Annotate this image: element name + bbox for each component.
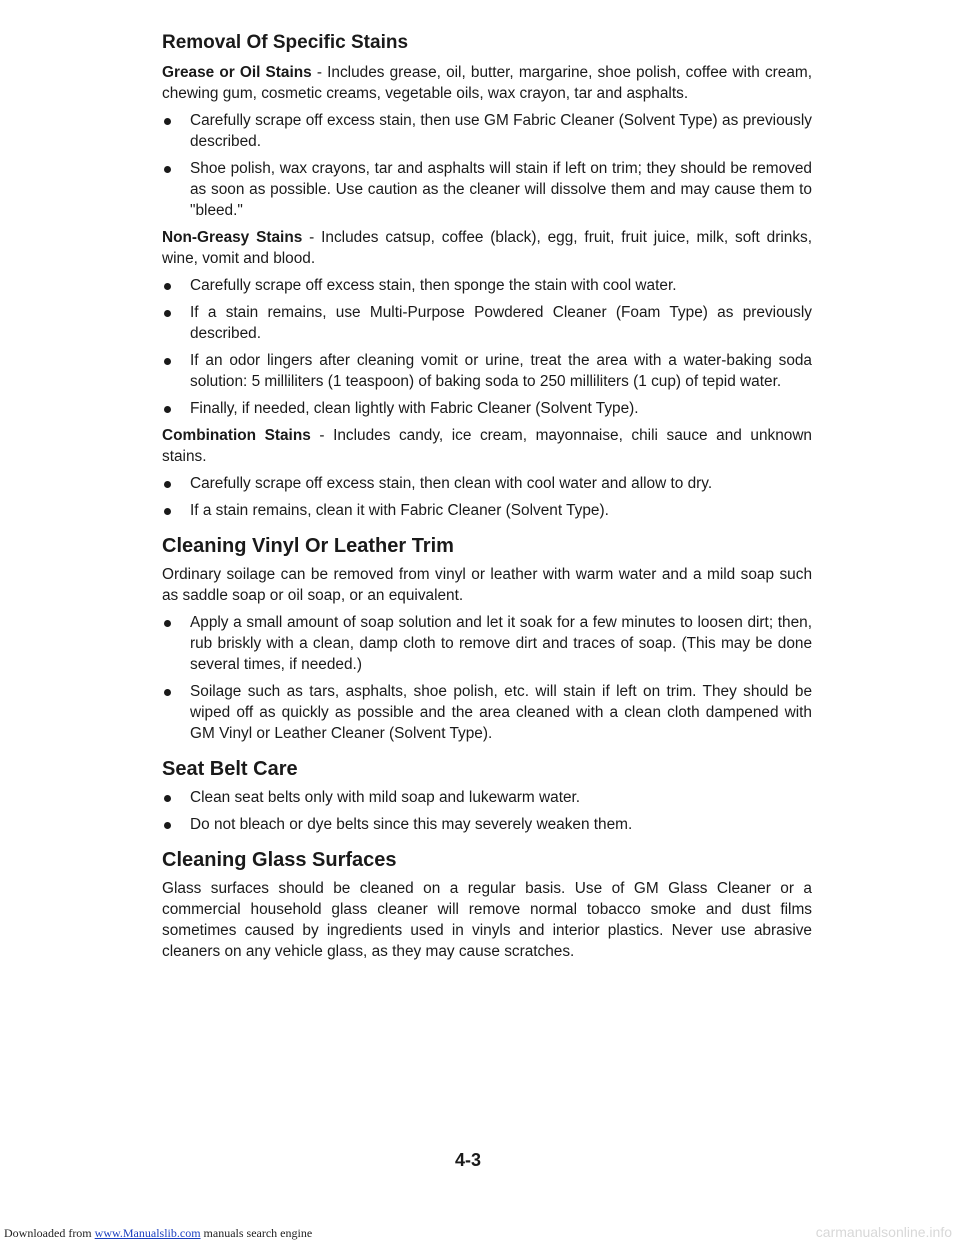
list-item bbox=[162, 350, 812, 392]
bullet-icon bbox=[164, 795, 171, 802]
page-number: 4-3 bbox=[455, 1150, 482, 1170]
seatbelt-heading: Seat Belt Care bbox=[162, 758, 298, 780]
combination-text: - Includes candy, ice cream, mayonnaise, chili sauce and unknown stains. bbox=[162, 427, 812, 465]
vinyl-list bbox=[162, 612, 812, 744]
page-content bbox=[162, 32, 812, 968]
bullet-icon bbox=[164, 481, 171, 488]
list-item-text: Do not bleach or dye belts since this may severely weaken them. bbox=[190, 816, 633, 833]
list-item bbox=[162, 681, 812, 744]
nongreasy-text: - Includes catsup, coffee (black), egg, fruit, fruit juice, milk, soft drinks, wine, vomit and blood. bbox=[162, 229, 812, 267]
vinyl-heading: Cleaning Vinyl Or Leather Trim bbox=[162, 535, 454, 557]
nongreasy-lead: Non-Greasy Stains bbox=[162, 229, 303, 246]
list-item-text: Finally, if needed, clean lightly with Fabric Cleaner (Solvent Type). bbox=[190, 400, 639, 417]
list-item-text: Carefully scrape off excess stain, then clean with cool water and allow to dry. bbox=[190, 475, 713, 492]
list-item bbox=[162, 158, 812, 221]
seatbelt-list bbox=[162, 787, 812, 835]
bullet-icon bbox=[164, 689, 171, 696]
bullet-icon bbox=[164, 406, 171, 413]
list-item bbox=[162, 275, 812, 296]
list-item-text: If a stain remains, clean it with Fabric Cleaner (Solvent Type). bbox=[190, 502, 609, 519]
list-item bbox=[162, 787, 812, 808]
list-item-text: Shoe polish, wax crayons, tar and asphalts will stain if left on trim; they should be removed as soon as possible. Use caution as the cleaner will dissolve them and may cause them to "bleed." bbox=[190, 160, 812, 219]
list-item-text: Clean seat belts only with mild soap and lukewarm water. bbox=[190, 789, 581, 806]
list-item bbox=[162, 814, 812, 835]
list-item bbox=[162, 110, 812, 152]
list-item bbox=[162, 398, 812, 419]
vinyl-paragraph: Ordinary soilage can be removed from vinyl or leather with warm water and a mild soap such as saddle soap or oil soap, or an equivalent. bbox=[162, 566, 812, 604]
bullet-icon bbox=[164, 358, 171, 365]
watermark: carmanualsonline.info bbox=[815, 1224, 952, 1240]
grease-paragraph bbox=[162, 62, 812, 104]
list-item-text: Carefully scrape off excess stain, then use GM Fabric Cleaner (Solvent Type) as previously described. bbox=[190, 112, 812, 150]
grease-lead: Grease or Oil Stains bbox=[162, 64, 312, 81]
bullet-icon bbox=[164, 166, 171, 173]
list-item-text: If an odor lingers after cleaning vomit or urine, treat the area with a water-baking soda solution: 5 milliliters (1 teaspoon) of baking soda to 250 milliliters (1 cup) of tepid water. bbox=[190, 352, 812, 390]
list-item-text: Carefully scrape off excess stain, then sponge the stain with cool water. bbox=[190, 277, 677, 294]
footer-suffix: manuals search engine bbox=[200, 1226, 313, 1240]
glass-paragraph: Glass surfaces should be cleaned on a regular basis. Use of GM Glass Cleaner or a commercial household glass cleaner will remove normal tobacco smoke and dust films sometimes caused by ingredients used in vinyls and interior plastics. Never use abrasive cleaners on any vehicle glass, as they may cause scratches. bbox=[162, 880, 812, 960]
footer-prefix: Downloaded from bbox=[4, 1226, 95, 1240]
list-item-text: Soilage such as tars, asphalts, shoe polish, etc. will stain if left on trim. They should be wiped off as quickly as possible and the area cleaned with a clean cloth dampened with GM Vinyl or Leather Cleaner (Solvent Type). bbox=[190, 683, 812, 742]
list-item bbox=[162, 473, 812, 494]
nongreasy-paragraph bbox=[162, 227, 812, 269]
grease-list bbox=[162, 110, 812, 221]
list-item bbox=[162, 612, 812, 675]
glass-heading: Cleaning Glass Surfaces bbox=[162, 849, 397, 871]
bullet-icon bbox=[164, 118, 171, 125]
page-title: Removal Of Specific Stains bbox=[162, 32, 409, 53]
list-item bbox=[162, 302, 812, 344]
bullet-icon bbox=[164, 508, 171, 515]
combination-list bbox=[162, 473, 812, 521]
manualslib-link[interactable]: www.Manualslib.com bbox=[94, 1226, 201, 1240]
list-item bbox=[162, 500, 812, 521]
combination-paragraph bbox=[162, 425, 812, 467]
bullet-icon bbox=[164, 822, 171, 829]
bullet-icon bbox=[164, 620, 171, 627]
list-item-text: Apply a small amount of soap solution and let it soak for a few minutes to loosen dirt; then, rub briskly with a clean, damp cloth to remove dirt and traces of soap. (This may be done several times, if needed.) bbox=[190, 614, 812, 673]
bullet-icon bbox=[164, 283, 171, 290]
combination-lead: Combination Stains bbox=[162, 427, 311, 444]
download-footer bbox=[4, 1226, 312, 1241]
bullet-icon bbox=[164, 310, 171, 317]
list-item-text: If a stain remains, use Multi-Purpose Powdered Cleaner (Foam Type) as previously described. bbox=[190, 304, 812, 342]
grease-text: - Includes grease, oil, butter, margarine, shoe polish, coffee with cream, chewing gum, cosmetic creams, vegetable oils, wax crayon, tar and asphalts. bbox=[162, 64, 812, 102]
nongreasy-list bbox=[162, 275, 812, 419]
